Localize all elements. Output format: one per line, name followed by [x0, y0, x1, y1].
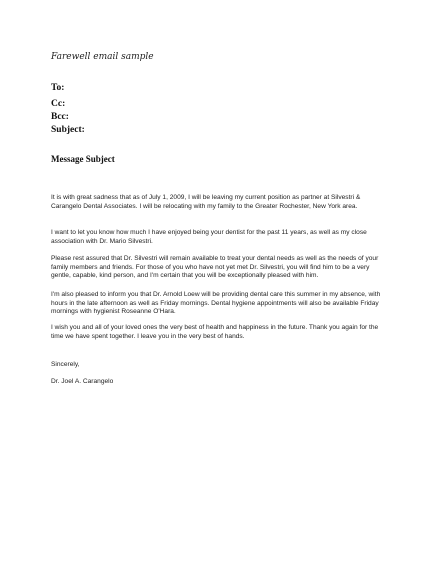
body-paragraph-4: I'm also pleased to inform you that Dr. Arnold Loew will be providing dental care this summer in my absence, with hours in the late afternoon as well as Friday mornings. Dental hygiene appointments will also be available Friday mornings with hygienist Roseanne O'Hara. [51, 291, 381, 316]
signature: Dr. Joel A. Carangelo [51, 378, 114, 385]
to-label: To: [51, 83, 65, 93]
body-paragraph-5: I wish you and all of your loved ones the very best of health and happiness in the future. Thank you again for the time we have spent together. I leave you in the very best of hands. [51, 324, 379, 340]
document-title: Farewell email sample [51, 52, 154, 62]
closing: Sincerely, [51, 361, 80, 368]
bcc-label: Bcc: [51, 112, 69, 122]
message-subject-heading: Message Subject [51, 154, 115, 164]
body-paragraph-1: It is with great sadness that as of July 1, 2009, I will be leaving my current position as partner at Silvestri & Carangelo Dental Associates. I will be relocating with my family to the Greater Rochester, New York area. [51, 194, 361, 210]
subject-label: Subject: [51, 125, 85, 135]
cc-label: Cc: [51, 99, 66, 109]
body-paragraph-2: I want to let you know how much I have enjoyed being your dentist for the past 11 years, as well as my close association with Dr. Mario Silvestri. [51, 229, 367, 245]
body-paragraph-3: Please rest assured that Dr. Silvestri will remain available to treat your dental needs as well as the needs of your family members and friends. For those of you who have not yet met Dr. Silvestri, you will find him to be a very gentle, capable, kind person, and I'm certain that you will be exceptionally pleased with him. [51, 255, 379, 280]
